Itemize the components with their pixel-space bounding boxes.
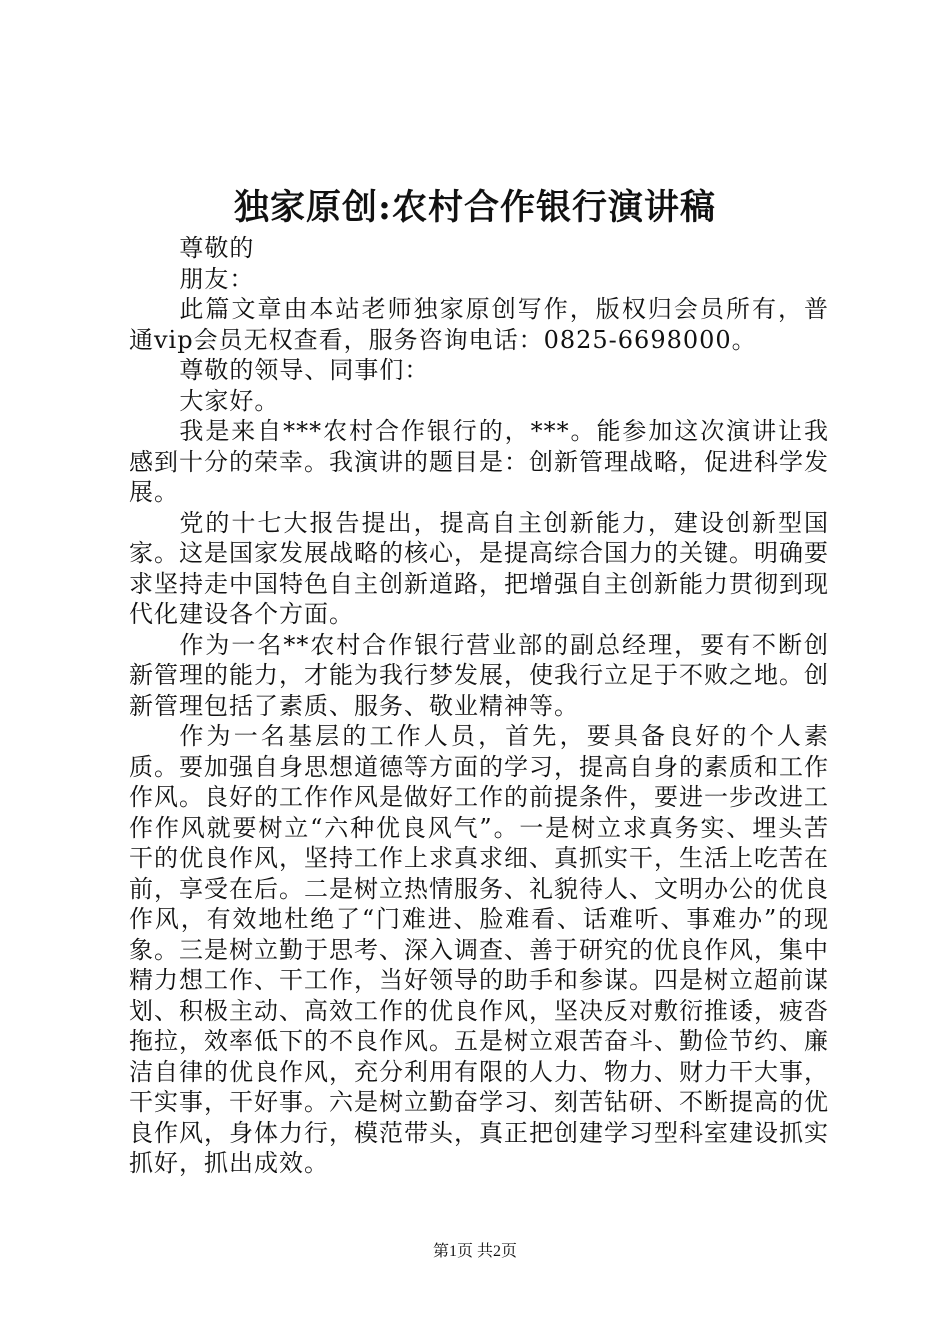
paragraph-copyright-notice: 此篇文章由本站老师独家原创写作，版权归会员所有，普通vip会员无权查看，服务咨询电话：0825-6698000。 [129,295,829,354]
paragraph-introduction: 我是来自***农村合作银行的，***。能参加这次演讲让我感到十分的荣幸。我演讲的题目是：创新管理战略，促进科学发展。 [129,417,829,506]
page-footer: 第1页 共2页 [432,1243,517,1260]
paragraph-work-style: 作为一名基层的工作人员，首先，要具备良好的个人素质。要加强自身思想道德等方面的学习，提高自身的素质和工作作风。良好的工作作风是做好工作的前提条件，要进一步改进工作作风就要树立“六种优良风气”。一是树立求真务实、埋头苦干的优良作风，坚持工作上求真求细、真抓实干，生活上吃苦在前，享受在后。二是树立热情服务、礼貌待人、文明办公的优良作风，有效地杜绝了“门难进、脸难看、话难听、事难办”的现象。三是树立勤于思考、深入调查、善于研究的优良作风，集中精力想工作、干工作，当好领导的助手和参谋。四是树立超前谋划、积极主动、高效工作的优良作风，坚决反对敷衍推诿，疲沓拖拉，效率低下的不良作风。五是树立艰苦奋斗、勤俭节约、廉洁自律的优良作风，充分利用有限的人力、物力、财力干大事，干实事，干好事。六是树立勤奋学习、刻苦钻研、不断提高的优良作风，身体力行，模范带头，真正把创建学习型科室建设抓实抓好，抓出成效。 [129,722,829,1177]
paragraph-role: 作为一名**农村合作银行营业部的副总经理，要有不断创新管理的能力，才能为我行梦发展，使我行立足于不败之地。创新管理包括了素质、服务、敬业精神等。 [129,630,829,720]
document-body [129,233,829,1179]
paragraph-salutation: 尊敬的 [179,234,255,262]
paragraph-greeting: 尊敬的领导、同事们： [179,356,430,384]
paragraph-hello: 大家好。 [179,386,280,415]
document-title: 独家原创:农村合作银行演讲稿 [234,187,716,228]
paragraph-party-report: 党的十七大报告提出，提高自主创新能力，建设创新型国家。这是国家发展战略的核心，是提高综合国力的关键。明确要求坚持走中国特色自主创新道路，把增强自主创新能力贯彻到现代化建设各个方面。 [129,508,829,628]
paragraph-friends: 朋友： [179,264,255,293]
